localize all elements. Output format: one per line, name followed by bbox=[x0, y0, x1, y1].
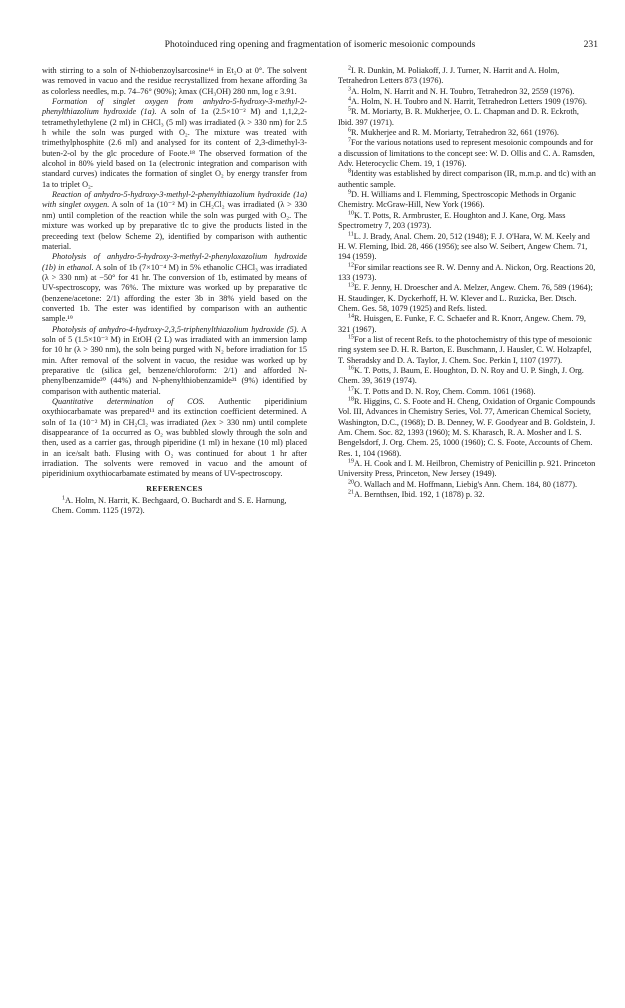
reference-text: D. H. Williams and I. Flemming, Spectroscopic Methods in Organic Chemistry. McGraw-Hill, New York (1966). bbox=[338, 190, 577, 210]
page-number: 231 bbox=[583, 39, 598, 50]
reference-number: 2 bbox=[348, 65, 351, 72]
reference-text: K. T. Potts, J. Baum, E. Houghton, D. N. Roy and U. P. Singh, J. Org. Chem. 39, 3619 (1974). bbox=[338, 365, 584, 386]
left-column bbox=[42, 66, 307, 517]
section-title: Photolysis of anhydro-4-hydroxy-2,3,5-triphenylthiazolium hydroxide (5). bbox=[52, 324, 299, 334]
reference-number: 10 bbox=[348, 210, 354, 217]
section-body: A soln of 1b (7×10⁻⁴ M) in 5% ethanolic CHCl₃ was irradiated (λ > 330 nm) at −50° for 41 hr. The conversion of 1b, estimated by means of UV-spectroscopy, was 76%. The mixture was worked up by preparative tlc (benzene/acetone: 2/1) affording the ester 3b in 38% yield based on the converted 1b. The ester was identified by comparison with an authentic sample.¹⁹ bbox=[42, 262, 307, 324]
reference-text: For a list of recent Refs. to the photochemistry of this type of mesoionic ring system see D. H. R. Barton, E. Buschmann, J. Hausler, C. W. Holzapfel, T. Sheradsky and D. A. Taylor, J. Chem. Soc. Perkin I, 1107 (1977). bbox=[338, 334, 592, 365]
reference-text: K. T. Potts, R. Armbruster, E. Houghton and J. Kane, Org. Mass Spectrometry 7, 203 (1973). bbox=[338, 210, 566, 231]
reference-text: R. M. Moriarty, B. R. Mukherjee, O. L. Chapman and D. R. Eckroth, Ibid. 397 (1971). bbox=[338, 107, 579, 127]
reference-number: 17 bbox=[348, 385, 354, 392]
reference-text: E. F. Jenny, H. Droescher and A. Melzer, Angew. Chem. 76, 589 (1964); H. Staudinger, K. Dyckerhoff, H. W. Klever and L. Ruzicka, Ber. Dtsch. Chem. Ges. 58, 1079 (1925) and Refs. listed. bbox=[338, 283, 593, 313]
section-body: Authentic piperidinium oxythiocarbamate was prepared¹¹ and its extinction coefficient determined. A soln of 1a (10⁻² M) in CH₂Cl₂ was irradiated (λex > 330 nm) until complete disappearance of 1a occurred as O₂ was bubbled slowly through the soln and then, used as a carrier gas, through piperidine (1 ml) in hexane (10 ml) placed in an ice/salt bath. Flusing with O₂ was continued for about 1 hr after irradiation. The solvents were removed in vacuo and the amount of piperidinium oxythiocarbamate estimated by means of UV-spectroscopy. bbox=[42, 397, 308, 479]
running-title: Photoinduced ring opening and fragmentation of isomeric mesoionic compounds bbox=[164, 39, 476, 50]
reference-number: 19 bbox=[348, 458, 354, 465]
reference-item bbox=[328, 459, 596, 480]
reference-item bbox=[328, 387, 596, 397]
reference-item bbox=[328, 283, 596, 314]
reference-number: 14 bbox=[348, 313, 354, 320]
section-title: Formation of singlet oxygen from anhydro-5-hydroxy-3-methyl-2-phenylthiazolium hydroxide (1a). bbox=[42, 97, 307, 117]
reference-number: 6 bbox=[348, 127, 351, 134]
reference-text: For the various notations used to represent mesoionic compounds and for a discussion of limitations to the concept see: W. D. Ollis and C. A. Ramsden, Adv. Heterocyclic Chem. 19, 1 (1976). bbox=[338, 138, 595, 169]
reference-number: 18 bbox=[348, 396, 354, 403]
paragraph-continuation: with stirring to a soln of N-thiobenzoylsarcosine¹⁶ in Et₂O at 0°. The solvent was removed in vacuo and the residue recrystallized from hexane affording 3a as colorless needles, m.p. 74–76° (90%); λmax (CH₃OH) 280 nm, log ε 3.91. bbox=[42, 66, 307, 96]
reference-number: 8 bbox=[348, 168, 351, 175]
reference-text: R. Mukherjee and R. M. Moriarty, Tetrahedron 32, 661 (1976). bbox=[351, 128, 559, 138]
reference-item bbox=[328, 128, 596, 138]
paragraph-reaction-singlet-oxygen bbox=[42, 190, 307, 252]
reference-text: A. Holm, N. Harrit and N. H. Toubro, Tetrahedron 32, 2559 (1976). bbox=[351, 86, 575, 96]
paragraph-singlet-oxygen bbox=[42, 97, 307, 190]
reference-item bbox=[328, 87, 596, 97]
reference-number: 9 bbox=[348, 189, 351, 196]
reference-text: L. J. Brady, Anal. Chem. 20, 512 (1948); F. J. O'Hara, W. M. Keely and H. W. Fleming, Ibid. 28, 466 (1956); see also W. Seibert, Angew Chem. 71, 194 (1959). bbox=[338, 231, 590, 262]
section-title: Quantitative determination of COS. bbox=[52, 397, 205, 406]
reference-item bbox=[328, 232, 596, 263]
reference-number: 13 bbox=[348, 282, 354, 289]
reference-item bbox=[328, 314, 596, 335]
reference-item bbox=[328, 211, 596, 232]
section-body: A soln of 5 (1.5×10⁻³ M) in EtOH (2 L) was irradiated with an immersion lamp for 10 hr (λ > 390 nm), the soln being purged with N₂ before irradiation for 15 min. After removal of the solvent in vacuo, the residue was worked up by preparative tlc (silica gel, benzene/chloroform: 2/1) and afforded N-phenylbenzamide²⁰ (44%) and N-phenylthiobenzamide²¹ (9%) identified by comparison with authentic material. bbox=[42, 324, 308, 396]
reference-item bbox=[328, 190, 596, 211]
reference-text: A. H. Cook and I. M. Heilbron, Chemistry of Penicillin p. 921. Princeton University Press, Princeton, New Jersey (1949). bbox=[338, 459, 596, 479]
reference-number: 21 bbox=[348, 489, 354, 496]
reference-number: 7 bbox=[348, 137, 351, 144]
reference-item bbox=[328, 397, 596, 459]
paragraph-photolysis-5 bbox=[42, 325, 307, 397]
section-title: Reaction of anhydro-5-hydroxy-3-methyl-2-phenylthiazolium hydroxide (1a) with singlet oxygen. bbox=[42, 190, 307, 210]
reference-text: A. Bernthsen, Ibid. 192, 1 (1878) p. 32. bbox=[354, 490, 485, 500]
reference-text: K. T. Potts and D. N. Roy, Chem. Comm. 1061 (1968). bbox=[354, 386, 536, 396]
paragraph-cos-determination bbox=[42, 397, 307, 480]
reference-text: A. Holm, N. Harrit, K. Bechgaard, O. Buchardt and S. E. Harnung, Chem. Comm. 1125 (1972). bbox=[52, 496, 287, 516]
reference-item bbox=[328, 480, 596, 490]
reference-text: I. R. Dunkin, M. Poliakoff, J. J. Turner, N. Harrit and A. Holm, Tetrahedron Letters 873 (1976). bbox=[338, 66, 560, 86]
reference-number: 16 bbox=[348, 365, 354, 372]
reference-item bbox=[328, 169, 596, 190]
reference-item bbox=[328, 366, 596, 387]
reference-text: For similar reactions see R. W. Denny and A. Nickon, Org. Reactions 20, 133 (1973). bbox=[338, 262, 596, 282]
reference-number: 3 bbox=[348, 85, 351, 92]
reference-number: 15 bbox=[348, 334, 354, 341]
section-title: Photolysis of anhydro-5-hydroxy-3-methyl-2-phenyloxazolium hydroxide (1b) in ethanol. bbox=[42, 252, 307, 272]
reference-text: O. Wallach and M. Hoffmann, Liebig's Ann. Chem. 184, 80 (1877). bbox=[354, 479, 578, 489]
reference-number: 20 bbox=[348, 479, 354, 485]
reference-number: 4 bbox=[348, 96, 351, 103]
reference-item bbox=[328, 107, 596, 128]
references-heading: REFERENCES bbox=[146, 483, 203, 493]
right-column-references bbox=[328, 66, 596, 500]
reference-item bbox=[328, 335, 596, 366]
reference-item: $^1$A. Holm, N. Harrit, K. Bechgaard, O. Buchardt and S. E. Harnung, Chem. Comm. 1125 (1972). bbox=[52, 495, 287, 516]
paragraph-photolysis-1b bbox=[42, 252, 307, 324]
reference-number: 12 bbox=[348, 261, 354, 268]
section-body: A soln of 1a (10⁻² M) in CH₂Cl₂ was irradiated (λ > 330 nm) until completion of the reaction while the soln was purged with O₂. The mixture was worked up by preparative tlc to give the products listed in the preceeding text (below Scheme 2), identified by comparison with authentic material. bbox=[42, 200, 307, 251]
reference-number: 11 bbox=[348, 230, 354, 237]
reference-item bbox=[328, 263, 596, 284]
reference-item bbox=[328, 66, 596, 87]
reference-text: R. Higgins, C. S. Foote and H. Cheng, Oxidation of Organic Compounds Vol. III, Advances in Chemistry Series, Vol. 77, American Chemical Society, Washington, D.C., (1968); D. B. Denney, W. F. Goodyear and B. Goldstein, J. Am. Chem. Soc. 82, 1393 (1960); M. S. Kharasch, R. A. Mosher and I. S. Bengelsdorf, J. Org. Chem. 25, 1000 (1960); C. S. Foote, Accounts of Chem. Res. 1, 104 (1968). bbox=[338, 397, 596, 458]
reference-number: 5 bbox=[348, 106, 351, 113]
reference-text: R. Huisgen, E. Funke, F. C. Schaefer and R. Knorr, Angew. Chem. 79, 321 (1967). bbox=[338, 314, 586, 334]
reference-item bbox=[328, 138, 596, 169]
reference-text: Identity was established by direct comparison (IR, m.m.p. and tlc) with an authentic sample. bbox=[338, 169, 596, 189]
reference-text: A. Holm, N. H. Toubro and N. Harrit, Tetrahedron Letters 1909 (1976). bbox=[351, 97, 587, 107]
reference-item bbox=[328, 97, 596, 107]
running-header bbox=[40, 38, 600, 52]
reference-item bbox=[328, 490, 596, 500]
section-body: A soln of 1a (2.5×10⁻² M) and 1,1,2,2-tetramethylethylene (2 ml) in CHCl₃ (5 ml) was irradiated (λ > 330 nm) for 2.5 h while the soln was purged with O₂. The mixture was treated with trimethylphosphite (2.6 ml) and analysed for its content of 2,3-dimethyl-3-buten-2-ol by the glc procedure of Foote.¹⁸ The observed formation of the alcohol in 80% yield based on 1a (electronic integration and comparison with standard curves) indicates the formation of singlet O₂ by energy transfer from 1a to triplet O₂. bbox=[42, 107, 307, 189]
